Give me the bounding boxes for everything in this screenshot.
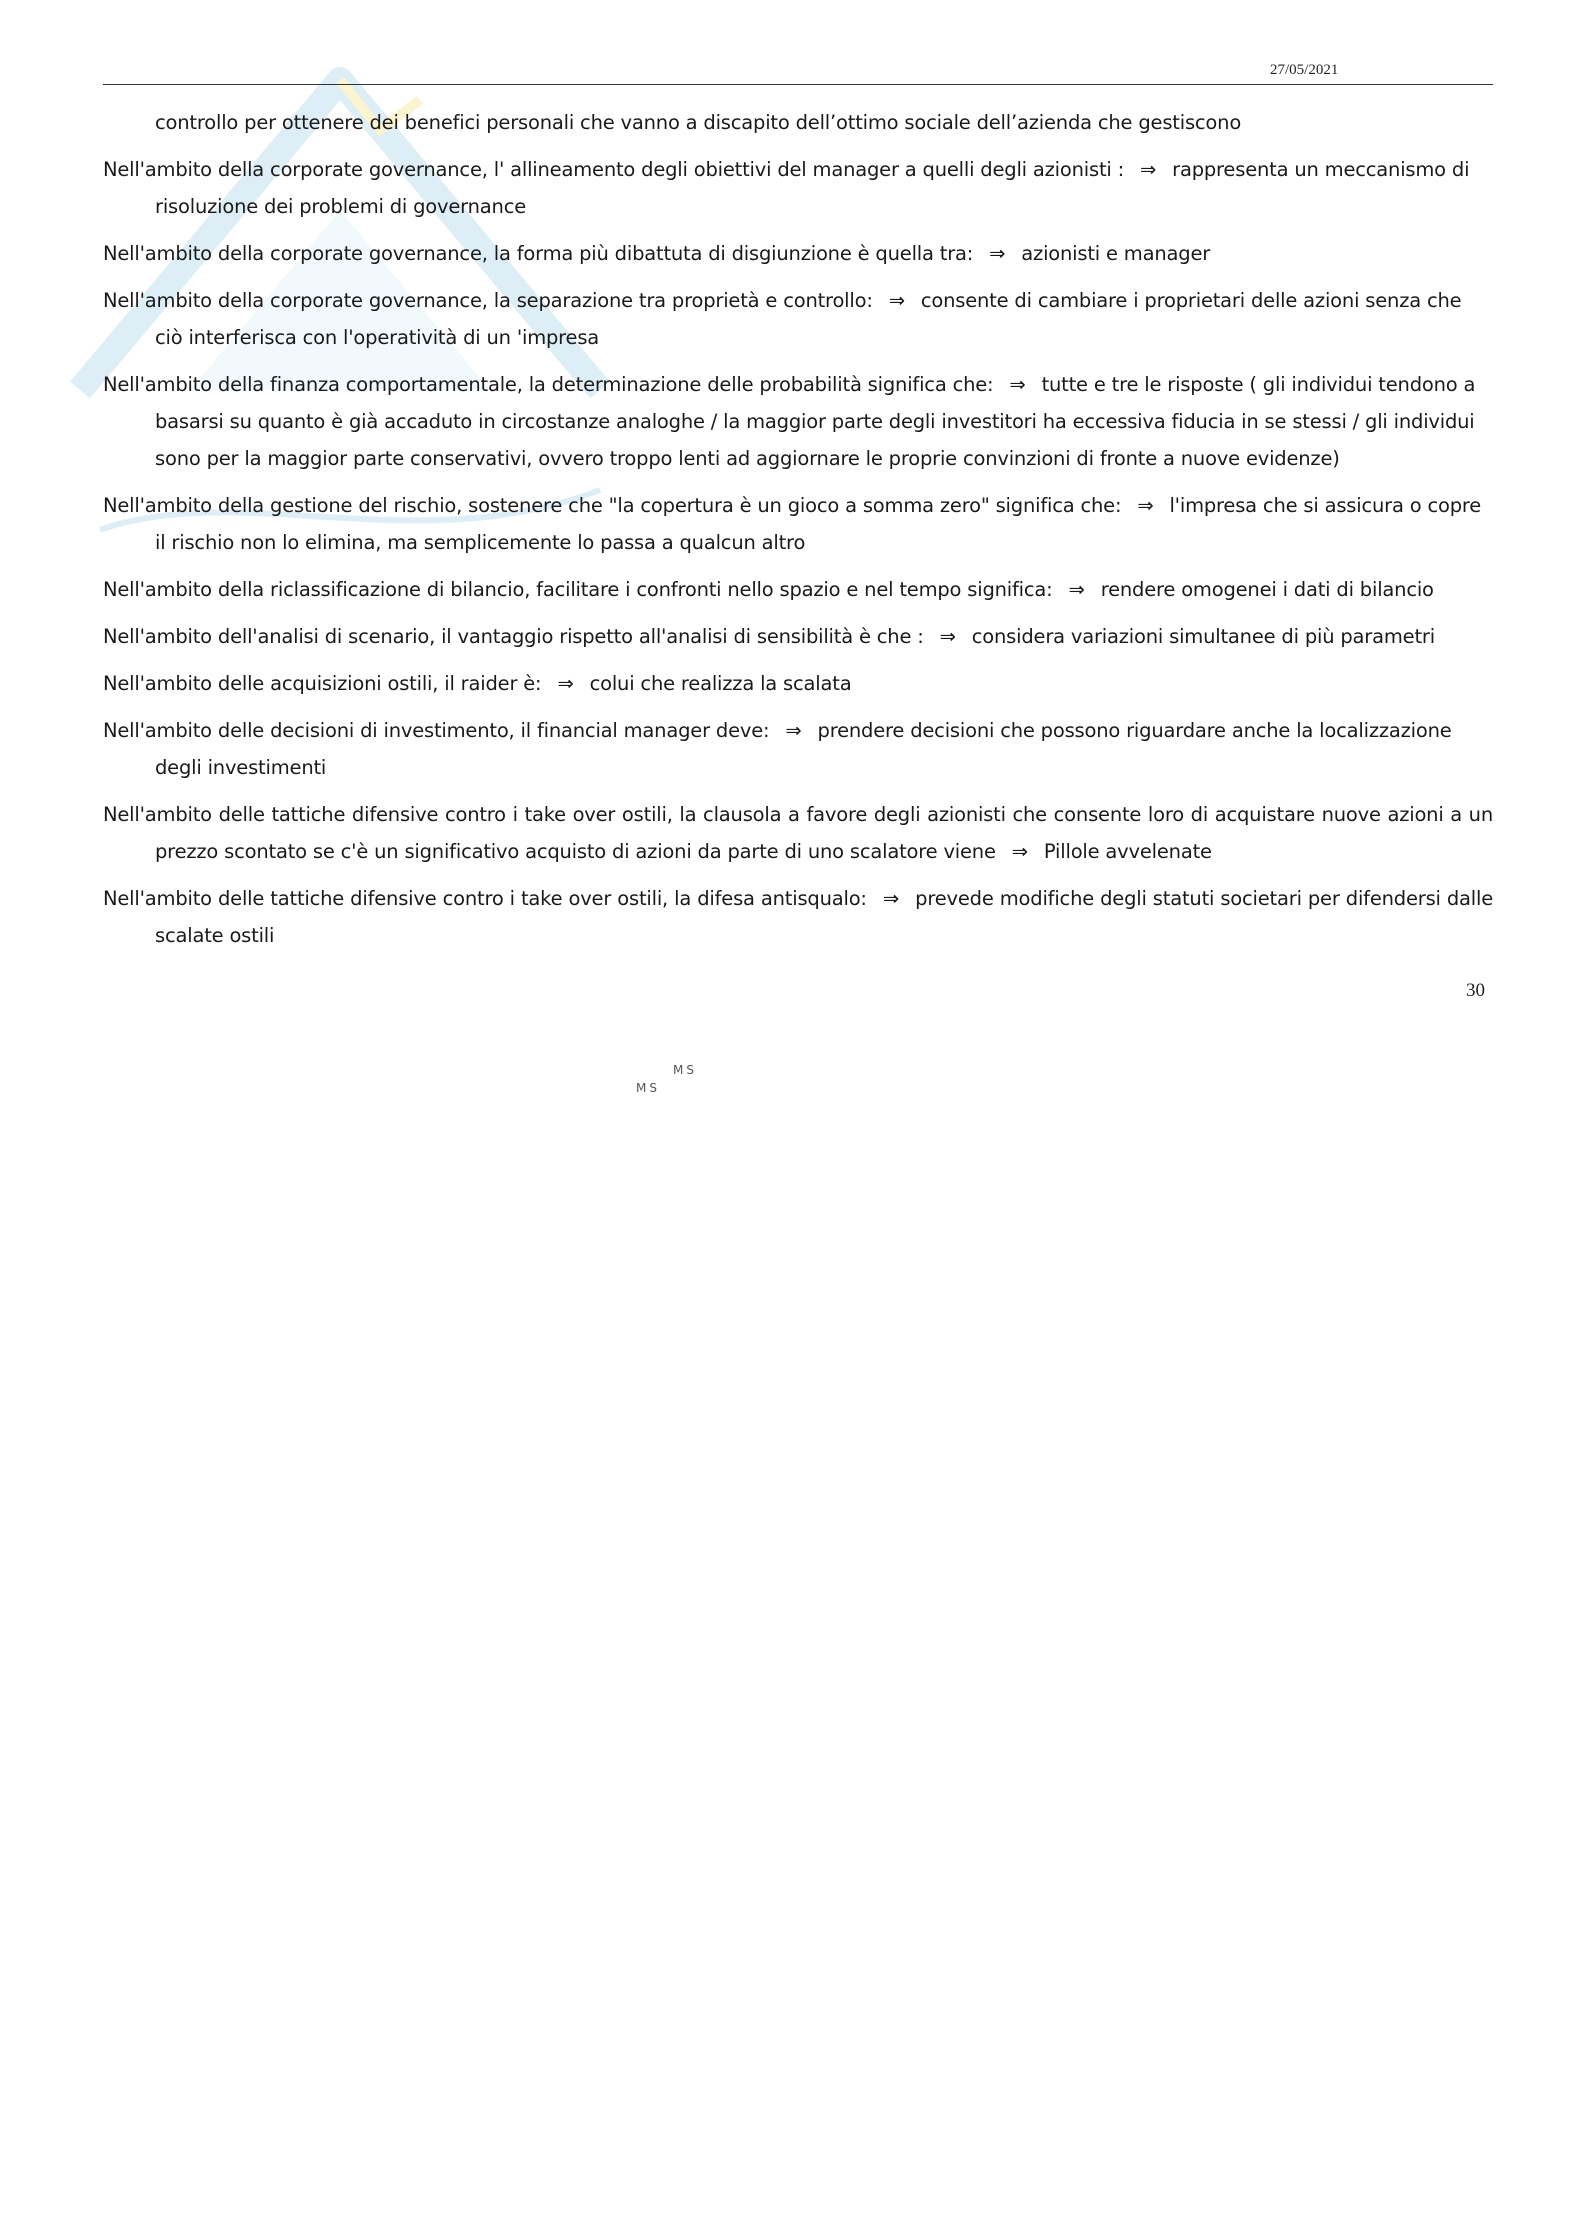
entry-answer: tutte e tre le risposte ( gli individui tendono a basarsi su quanto è già accaduto in circostanze analoghe / la maggior parte degli investitori ha eccessiva fiducia in se stessi / gli individui sono per la maggior parte conservativi, ovvero troppo lenti ad aggiornare le proprie convinzioni di fronte a nuove evidenze) (155, 373, 1476, 470)
list-item (103, 487, 1493, 561)
right-arrow-icon: ⇒ (882, 887, 900, 910)
right-arrow-icon: ⇒ (1011, 840, 1028, 863)
list-item (103, 151, 1493, 225)
header-date: 27/05/2021 (1270, 62, 1339, 78)
right-arrow-icon: ⇒ (939, 625, 956, 648)
entry-question: Nell'ambito della riclassificazione di bilancio, facilitare i confronti nello spazio e nel tempo significa: (103, 578, 1053, 601)
right-arrow-icon: ⇒ (1068, 578, 1085, 601)
footer-stamp: MS (636, 1081, 660, 1095)
entry-answer: azionisti e manager (1021, 242, 1211, 265)
entry-question: Nell'ambito della corporate governance, la separazione tra proprietà e controllo: (103, 289, 873, 312)
entry-answer: rappresenta un meccanismo di risoluzione dei problemi di governance (155, 158, 1470, 218)
page-number: 30 (1466, 980, 1485, 1001)
entry-question: Nell'ambito delle acquisizioni ostili, il raider è: (103, 672, 542, 695)
right-arrow-icon: ⇒ (1139, 158, 1157, 181)
list-item (103, 618, 1493, 655)
document-body (103, 104, 1493, 964)
entry-answer: Pillole avvelenate (1043, 840, 1212, 863)
footer-stamp: MS (673, 1063, 697, 1077)
right-arrow-icon: ⇒ (989, 242, 1006, 265)
right-arrow-icon: ⇒ (888, 289, 905, 312)
entry-question: Nell'ambito dell'analisi di scenario, il vantaggio rispetto all'analisi di sensibilità è che : (103, 625, 924, 648)
entry-question: Nell'ambito della corporate governance, la forma più dibattuta di disgiunzione è quella tra: (103, 242, 974, 265)
entry-answer: prevede modifiche degli statuti societari per difendersi dalle scalate ostili (155, 887, 1494, 947)
entry-answer: rendere omogenei i dati di bilancio (1100, 578, 1434, 601)
list-item (103, 665, 1493, 702)
entry-question: controllo per ottenere dei benefici personali che vanno a discapito dell’ottimo sociale dell’azienda che gestiscono (155, 111, 1242, 134)
entry-answer: consente di cambiare i proprietari delle azioni senza che ciò interferisca con l'operatività di un 'impresa (155, 289, 1462, 349)
list-item (103, 104, 1493, 141)
entry-question: Nell'ambito delle tattiche difensive contro i take over ostili, la difesa antisqualo: (103, 887, 867, 910)
list-item (103, 366, 1493, 477)
right-arrow-icon: ⇒ (1137, 494, 1154, 517)
entry-question: Nell'ambito della gestione del rischio, sostenere che "la copertura è un gioco a somma zero" significa che: (103, 494, 1122, 517)
right-arrow-icon: ⇒ (557, 672, 574, 695)
entry-answer: considera variazioni simultanee di più parametri (971, 625, 1435, 648)
entry-answer: l'impresa che si assicura o copre il rischio non lo elimina, ma semplicemente lo passa a qualcun altro (155, 494, 1482, 554)
list-item (103, 796, 1493, 870)
entry-question: Nell'ambito della finanza comportamentale, la determinazione delle probabilità significa che: (103, 373, 994, 396)
list-item (103, 282, 1493, 356)
entry-question: Nell'ambito delle decisioni di investimento, il financial manager deve: (103, 719, 770, 742)
entry-answer: colui che realizza la scalata (589, 672, 852, 695)
entry-question: Nell'ambito delle tattiche difensive contro i take over ostili, la clausola a favore degli azionisti che consente loro di acquistare nuove azioni a un prezzo scontato se c'è un significativo acquisto di azioni da parte di uno scalatore viene (103, 803, 1493, 863)
entry-answer: prendere decisioni che possono riguardare anche la localizzazione degli investimenti (155, 719, 1452, 779)
list-item (103, 571, 1493, 608)
right-arrow-icon: ⇒ (785, 719, 802, 742)
list-item (103, 712, 1493, 786)
entry-question: Nell'ambito della corporate governance, l' allineamento degli obiettivi del manager a quelli degli azionisti : (103, 158, 1124, 181)
right-arrow-icon: ⇒ (1009, 373, 1026, 396)
list-item (103, 880, 1493, 954)
header-divider (103, 84, 1493, 85)
list-item (103, 235, 1493, 272)
